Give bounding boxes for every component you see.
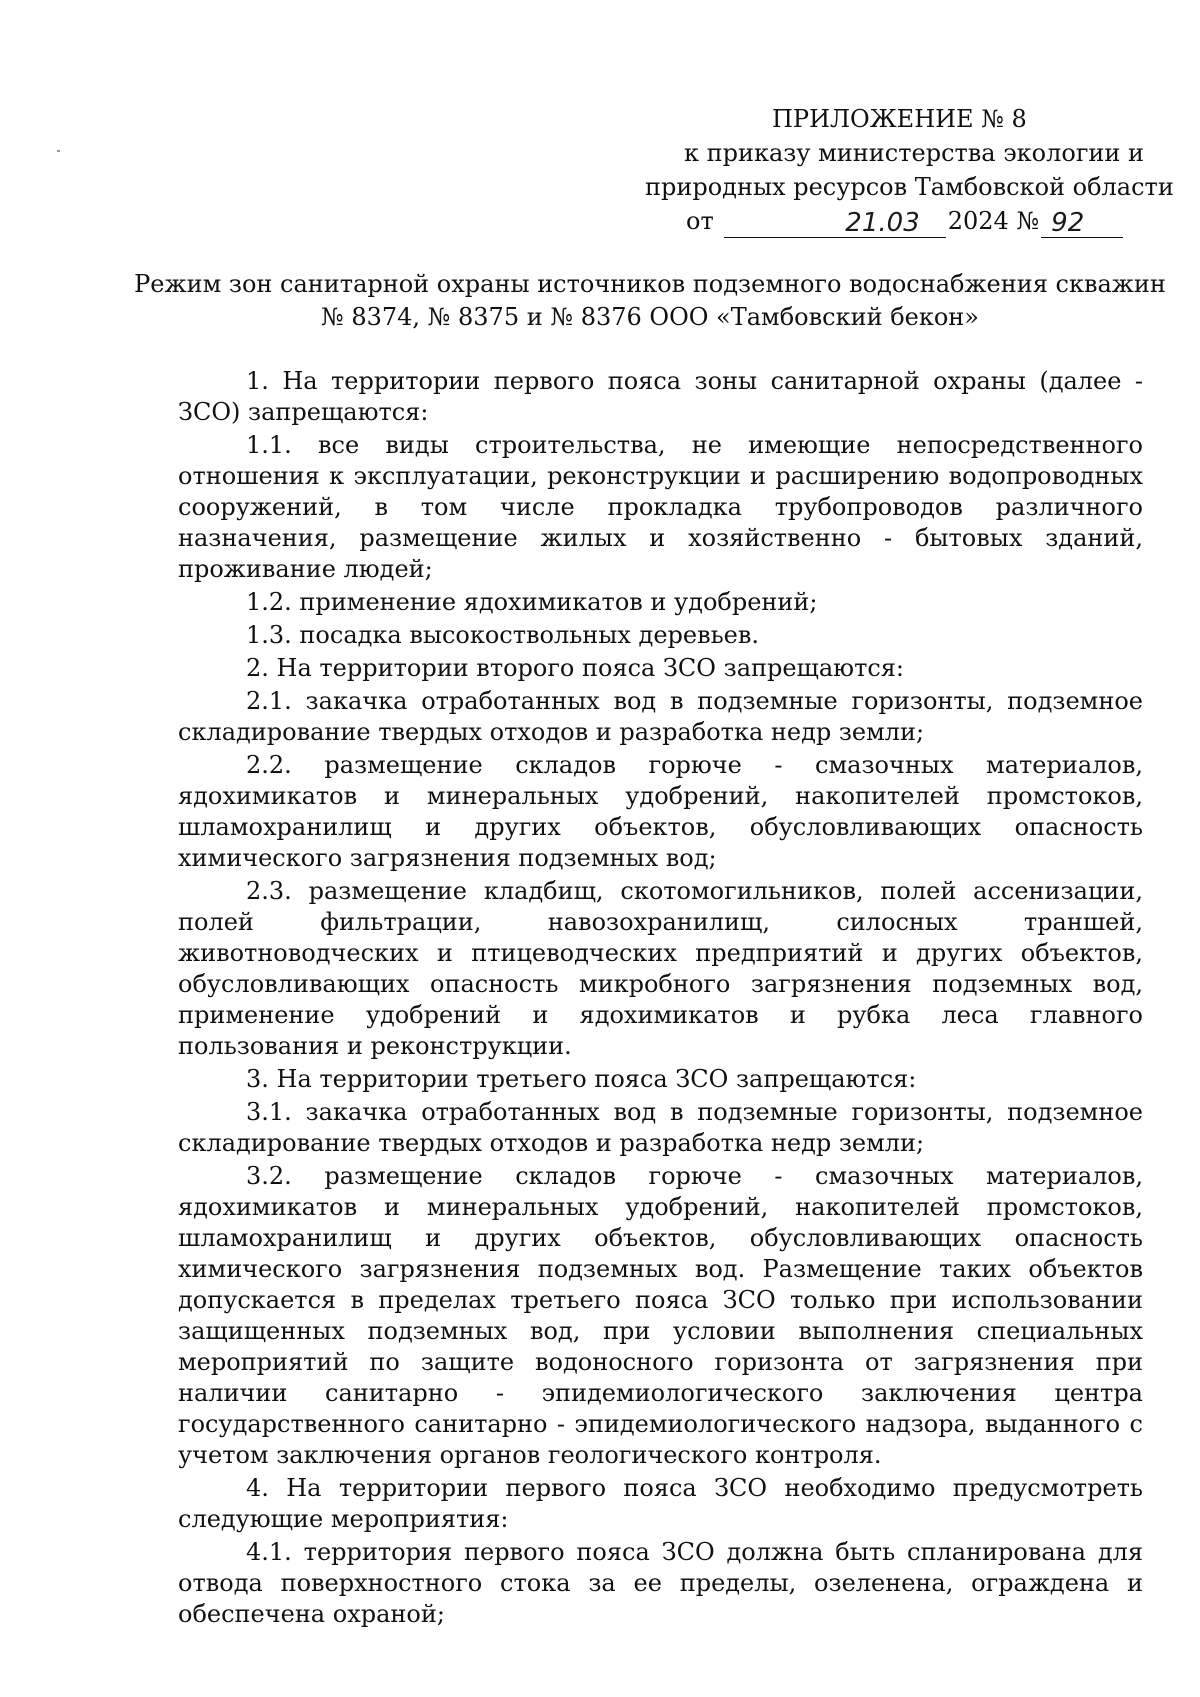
- paragraph-1-2: 1.2. применение ядохимикатов и удобрений;: [246, 588, 818, 616]
- paragraph-2-1: 2.1. закачка отработанных вод в подземные горизонты, подземное складирование твердых отходов и разработка недр земли;: [178, 687, 1143, 746]
- order-reference-line-1: к приказу министерства экологии и: [684, 139, 1145, 167]
- year-and-number-label: 2024 №: [947, 207, 1040, 235]
- paragraph-1: 1. На территории первого пояса зоны санитарной охраны (далее - ЗСО) запрещаются:: [178, 367, 1143, 426]
- paragraph-3: 3. На территории третьего пояса ЗСО запрещаются:: [246, 1065, 917, 1093]
- paragraph-3-1: 3.1. закачка отработанных вод в подземные горизонты, подземное складирование твердых отходов и разработка недр земли;: [178, 1098, 1143, 1157]
- appendix-title: ПРИЛОЖЕНИЕ № 8: [772, 105, 1027, 133]
- document-body: [178, 366, 1143, 1630]
- paragraph-4: 4. На территории первого пояса ЗСО необходимо предусмотреть следующие мероприятия:: [178, 1474, 1143, 1533]
- paragraph-2-3: 2.3. размещение кладбищ, скотомогильников, полей ассенизации, полей фильтрации, навозохранилищ, силосных траншей, животноводческих и птицеводческих предприятий и других объектов, обусловливающих опасность микробного загрязнения подземных вод, применение удобрений и ядохимикатов и рубка леса главного пользования и реконструкции.: [178, 877, 1143, 1060]
- date-prefix: от: [686, 207, 714, 235]
- title-line-2: № 8374, № 8375 и № 8376 ООО «Тамбовский бекон»: [321, 303, 979, 331]
- paragraph-4-1: 4.1. территория первого пояса ЗСО должна быть спланирована для отвода поверхностного стока за ее пределы, озеленена, ограждена и обеспечена охраной;: [178, 1538, 1143, 1628]
- scan-speck: [57, 150, 60, 152]
- paragraph-2: 2. На территории второго пояса ЗСО запрещаются:: [246, 654, 905, 682]
- document-title: [120, 268, 1180, 334]
- handwritten-order-number: 92: [1041, 208, 1123, 238]
- order-date-line: [686, 204, 1123, 238]
- paragraph-1-1: 1.1. все виды строительства, не имеющие непосредственного отношения к эксплуатации, реконструкции и расширению водопроводных сооружений, в том числе прокладка трубопроводов различного назначения, размещение жилых и хозяйственно - бытовых зданий, проживание людей;: [178, 431, 1143, 583]
- paragraph-1-3: 1.3. посадка высокоствольных деревьев.: [246, 621, 760, 649]
- order-reference-line-2: природных ресурсов Тамбовской области: [645, 173, 1174, 201]
- title-line-1: Режим зон санитарной охраны источников подземного водоснабжения скважин: [134, 270, 1166, 298]
- handwritten-date: 21.03: [724, 208, 946, 238]
- paragraph-3-2: 3.2. размещение складов горюче - смазочных материалов, ядохимикатов и минеральных удобрений, накопителей промстоков, шламохранилищ и других объектов, обусловливающих опасность химического загрязнения подземных вод. Размещение таких объектов допускается в пределах третьего пояса ЗСО только при использовании защищенных подземных вод, при условии выполнения специальных мероприятий по защите водоносного горизонта от загрязнения при наличии санитарно - эпидемиологического заключения центра государственного санитарно - эпидемиологического надзора, выданного с учетом заключения органов геологического контроля.: [178, 1162, 1143, 1469]
- paragraph-2-2: 2.2. размещение складов горюче - смазочных материалов, ядохимикатов и минеральных удобрений, накопителей промстоков, шламохранилищ и других объектов, обусловливающих опасность химического загрязнения подземных вод;: [178, 751, 1143, 872]
